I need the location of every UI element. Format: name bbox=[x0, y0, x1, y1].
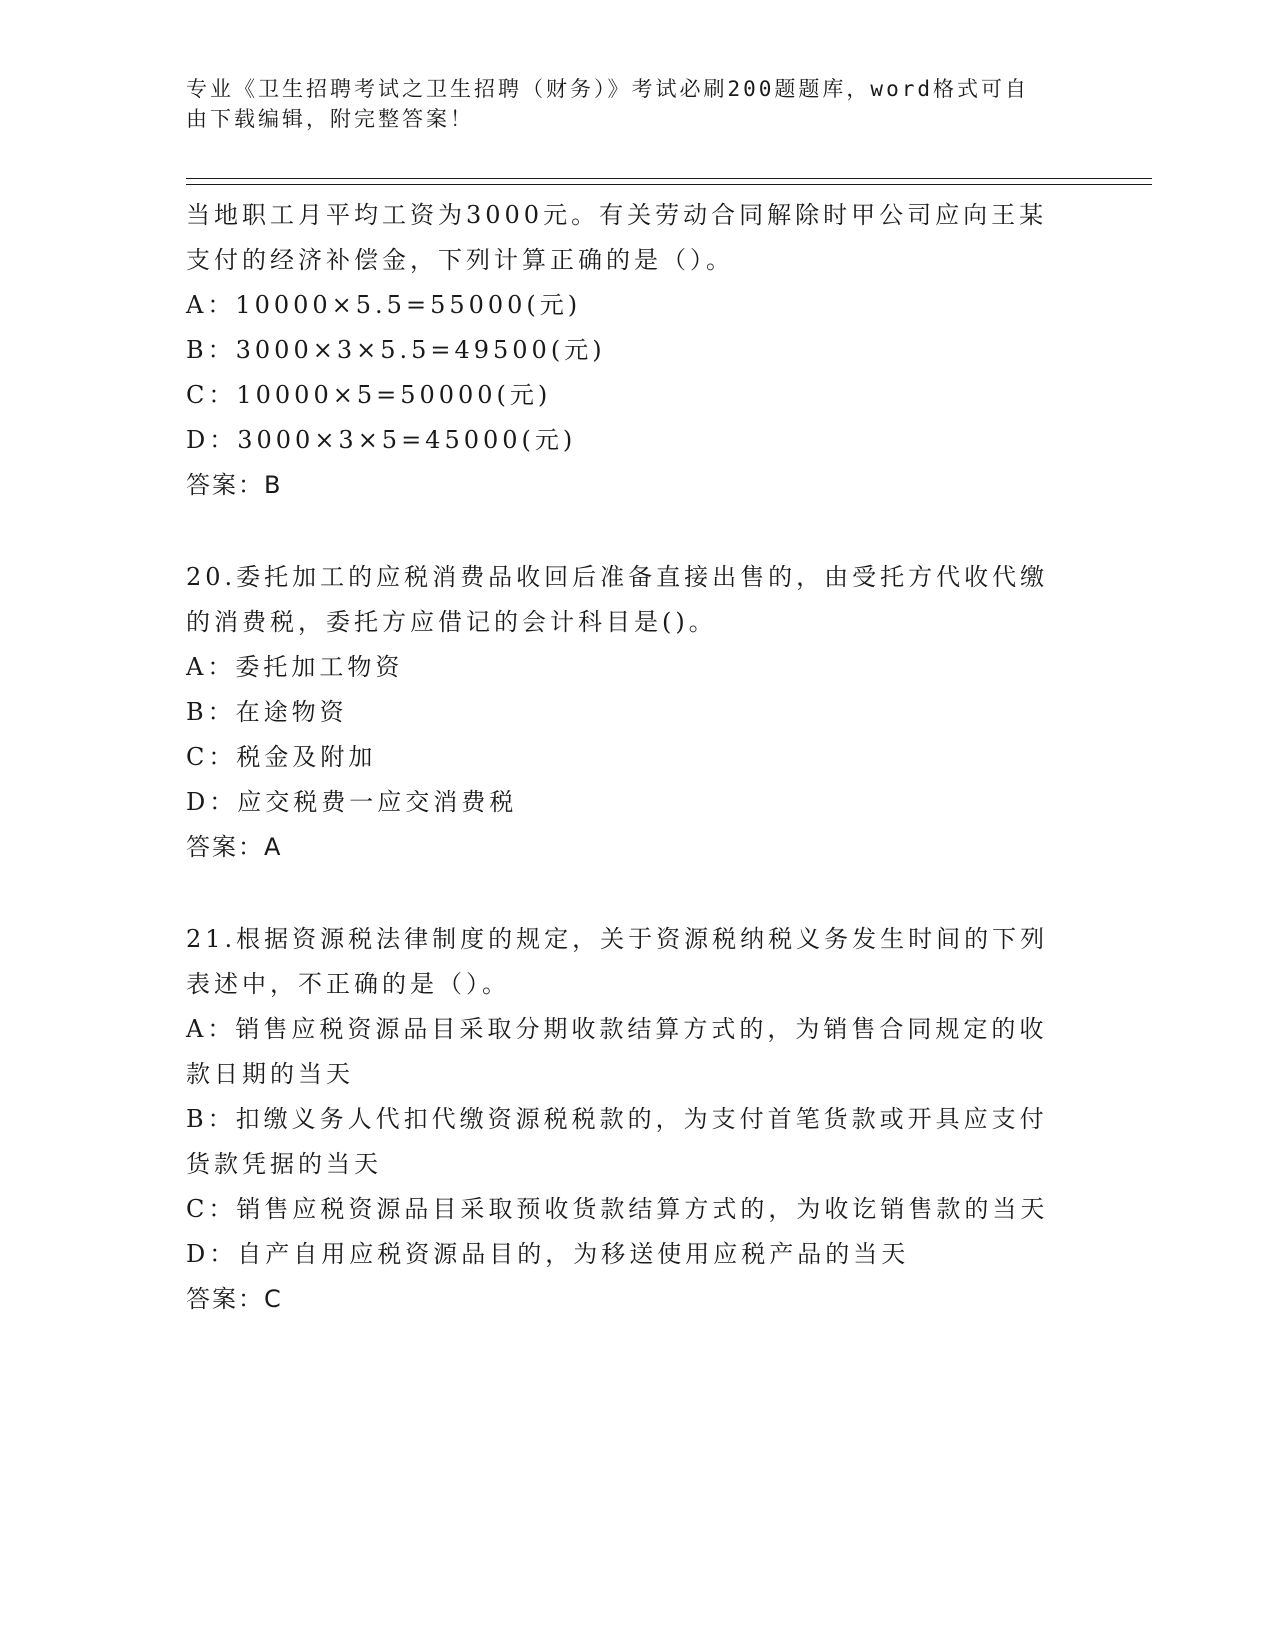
option-b: B：扣缴义务人代扣代缴资源税税款的，为支付首笔货款或开具应支付 bbox=[186, 1105, 1048, 1133]
option-a: A：10000×5.5=55000(元) bbox=[186, 291, 582, 319]
question-stem-line: 的消费税，委托方应借记的会计科目是()。 bbox=[186, 608, 717, 636]
question-spacer bbox=[186, 870, 1086, 917]
document-header bbox=[186, 74, 1066, 134]
header-line: 由下载编辑，附完整答案！ bbox=[186, 107, 474, 131]
option-d: D：自产自用应税资源品目的，为移送使用应税产品的当天 bbox=[186, 1240, 910, 1268]
question-stem-line: 表述中，不正确的是（）。 bbox=[186, 970, 510, 998]
question-stem-line: 21.根据资源税法律制度的规定，关于资源税纳税义务发生时间的下列 bbox=[186, 925, 1049, 953]
answer-line: 答案：C bbox=[186, 1285, 283, 1313]
header-divider bbox=[186, 178, 1152, 179]
option-d: D：3000×3×5=45000(元) bbox=[186, 426, 577, 454]
header-line: 专业《卫生招聘考试之卫生招聘（财务）》考试必刷200题题库，word格式可自 bbox=[186, 77, 1029, 101]
option-c: C：销售应税资源品目采取预收货款结算方式的，为收讫销售款的当天 bbox=[186, 1195, 1049, 1223]
question-spacer bbox=[186, 508, 1086, 555]
question-stem-line: 20.委托加工的应税消费品收回后准备直接出售的，由受托方代收代缴 bbox=[186, 563, 1049, 591]
option-b: B：在途物资 bbox=[186, 698, 348, 726]
option-c: C：税金及附加 bbox=[186, 743, 377, 771]
question-block bbox=[186, 917, 1086, 1322]
option-c: C：10000×5=50000(元) bbox=[186, 381, 552, 409]
answer-line: 答案：A bbox=[186, 833, 283, 861]
option-d: D：应交税费一应交消费税 bbox=[186, 788, 518, 816]
option-a-continuation: 款日期的当天 bbox=[186, 1060, 354, 1088]
question-stem-line: 当地职工月平均工资为3000元。有关劳动合同解除时甲公司应向王某 bbox=[186, 201, 1048, 229]
option-b-continuation: 货款凭据的当天 bbox=[186, 1150, 382, 1178]
question-block bbox=[186, 193, 1086, 508]
question-stem-line: 支付的经济补偿金，下列计算正确的是（）。 bbox=[186, 246, 734, 274]
header-divider bbox=[186, 184, 1152, 185]
question-block bbox=[186, 555, 1086, 870]
option-a: A：委托加工物资 bbox=[186, 653, 404, 681]
option-a: A：销售应税资源品目采取分期收款结算方式的，为销售合同规定的收 bbox=[186, 1015, 1048, 1043]
answer-line: 答案：B bbox=[186, 471, 283, 499]
option-b: B：3000×3×5.5=49500(元) bbox=[186, 336, 606, 364]
question-list bbox=[186, 193, 1086, 1322]
